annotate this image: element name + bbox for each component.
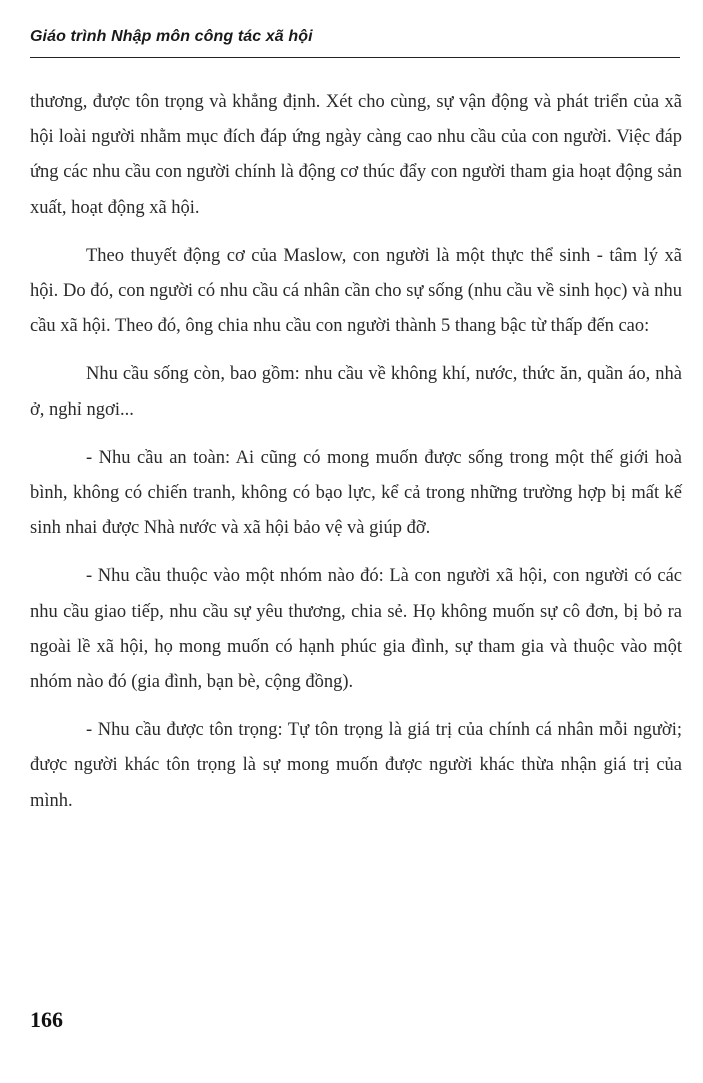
paragraph-esteem-needs: - Nhu cầu được tôn trọng: Tự tôn trọng là giá trị của chính cá nhân mỗi người; được người khác tôn trọng là sự mong muốn được người khác thừa nhận giá trị của mình. — [30, 720, 682, 811]
paragraph-safety-needs: - Nhu cầu an toàn: Ai cũng có mong muốn được sống trong một thế giới hoà bình, không có chiến tranh, không có bạo lực, kể cả trong những trường hợp bị mất kế sinh nhai được Nhà nước và xã hội bảo vệ và giúp đỡ. — [30, 447, 682, 539]
paragraph-survival-needs: Nhu cầu sống còn, bao gồm: nhu cầu về không khí, nước, thức ăn, quần áo, nhà ở, nghỉ ngơi... — [30, 364, 682, 420]
page-number: 166 — [30, 1007, 63, 1032]
paragraph-continuation: thương, được tôn trọng và khẳng định. Xét cho cùng, sự vận động và phát triển của xã hội loài người nhằm mục đích đáp ứng ngày càng cao nhu cầu của con người. Việc đáp ứng các nhu cầu con người chính là động cơ thúc đẩy con người tham gia hoạt động sản xuất, hoạt động xã hội. — [30, 92, 682, 218]
paragraph-belonging-needs: - Nhu cầu thuộc vào một nhóm nào đó: Là con người xã hội, con người có các nhu cầu giao tiếp, nhu cầu sự yêu thương, chia sẻ. Họ không muốn sự cô đơn, bị bỏ ra ngoài lề xã hội, họ mong muốn có hạnh phúc gia đình, sự tham gia và thuộc vào một nhóm nào đó (gia đình, bạn bè, cộng đồng). — [30, 566, 682, 693]
page-body — [30, 85, 682, 832]
paragraph-maslow-theory: Theo thuyết động cơ của Maslow, con người là một thực thể sinh - tâm lý xã hội. Do đó, con người có nhu cầu cá nhân cần cho sự sống (nhu cầu về sinh học) và nhu cầu xã hội. Theo đó, ông chia nhu cầu con người thành 5 thang bậc từ thấp đến cao: — [30, 245, 682, 337]
header-divider — [30, 57, 680, 58]
running-header: Giáo trình Nhập môn công tác xã hội — [30, 28, 313, 45]
